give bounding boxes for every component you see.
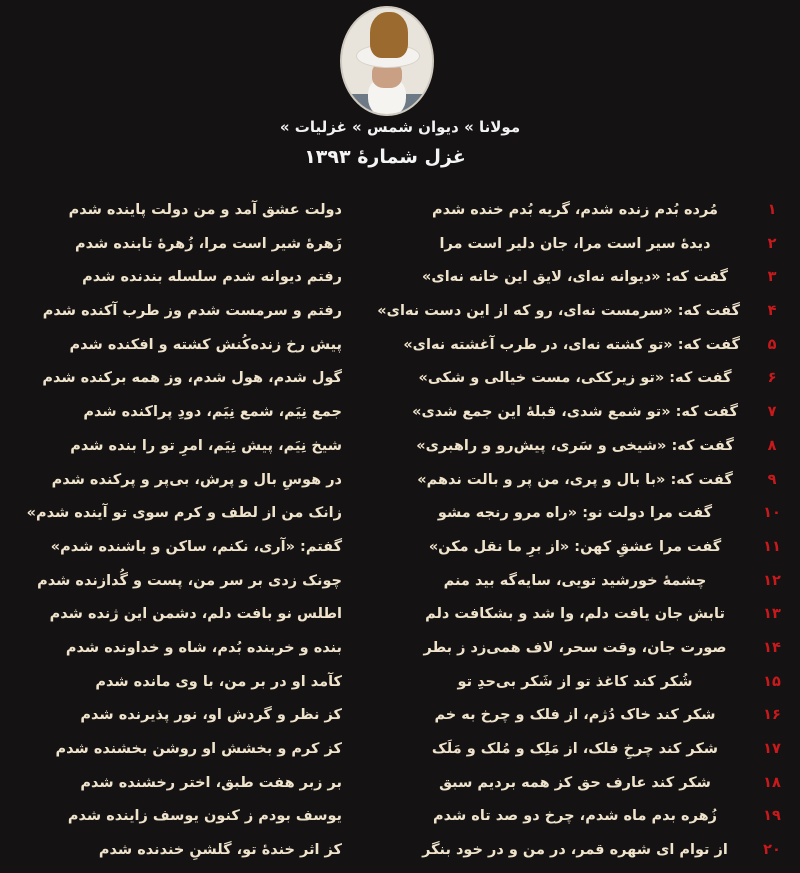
second-hemistich: زَهرهٔ شیر است مرا، زُهرهٔ تابنده شدم	[75, 235, 342, 252]
second-hemistich: اطلس نو بافت دلم، دشمن این ژنده شدم	[49, 606, 342, 623]
verse-row	[0, 533, 800, 567]
verse-row	[0, 802, 800, 836]
second-hemistich: کز اثر خندهٔ تو، گلشنِ خندنده شدم	[98, 842, 342, 859]
verse-number: ۱۹	[763, 808, 781, 825]
first-hemistich: گفت مرا عشقِ کهن: «از برِ ما نقل مکن»	[428, 538, 722, 555]
verse-row	[0, 432, 800, 466]
first-hemistich: صورت جان، وقت سحر، لاف همی‌زد ز بطر	[423, 639, 727, 656]
second-hemistich: زانک من از لطف و کرم سوی تو آینده شدم»	[26, 505, 342, 522]
portrait-hat	[370, 12, 408, 58]
first-hemistich: گفت که: «با بال و پری، من پر و بالت ندهم»	[417, 471, 733, 488]
first-hemistich: از توام ای شهره قمر، در من و در خود بنگر	[422, 842, 728, 859]
verse-row	[0, 701, 800, 735]
second-hemistich: یوسف بودم ز کنون یوسف زاینده شدم	[67, 808, 342, 825]
verse-number: ۲	[767, 235, 777, 252]
first-hemistich: گفت مرا دولت نو: «راه مرو رنجه مشو	[437, 505, 713, 522]
second-hemistich: کز نظر و گردش او، نور پذیرنده شدم	[80, 707, 342, 724]
verse-row	[0, 331, 800, 365]
verse-row	[0, 466, 800, 500]
verse-number: ۱۰	[763, 505, 781, 522]
verse-number: ۷	[767, 404, 777, 421]
verse-number: ۱۲	[763, 572, 781, 589]
verse-row	[0, 297, 800, 331]
verse-row	[0, 634, 800, 668]
first-hemistich: گفت که: «تو کشته نه‌ای، در طرب آغشته نه‌ای»	[403, 336, 740, 353]
second-hemistich: گول شدم، هول شدم، وز همه برکنده شدم	[42, 370, 342, 387]
verse-number: ۴	[767, 303, 777, 320]
first-hemistich: چشمهٔ خورشید تویی، سایه‌گه بید منم	[443, 572, 707, 589]
verse-number: ۸	[767, 437, 777, 454]
second-hemistich: کز کرم و بخشش او روشن بخشنده شدم	[55, 741, 342, 757]
second-hemistich: کآمد او در بر من، با وی مانده شدم	[95, 673, 342, 690]
verse-number: ۲۰	[763, 842, 781, 859]
second-hemistich: در هوسِ بال و پرش، بی‌پر و پرکنده شدم	[51, 471, 342, 488]
verse-row	[0, 499, 800, 533]
first-hemistich: مُرده بُدم زنده شدم، گریه بُدم خنده شدم	[432, 202, 718, 218]
verse-number: ۱۱	[763, 538, 781, 555]
first-hemistich: شکر کند خاک دُژم، از فلک و چرخ به خم	[434, 707, 716, 724]
first-hemistich: گفت که: «تو شمع شدی، قبلهٔ این جمع شدی»	[412, 404, 738, 421]
first-hemistich: زُهره بدم ماه شدم، چرخ دو صد تاه شدم	[432, 808, 718, 825]
verse-list	[0, 196, 800, 870]
first-hemistich: تابش جان یافت دلم، وا شد و بشکافت دلم	[425, 606, 725, 623]
verse-number: ۵	[767, 336, 777, 353]
verse-number: ۱۸	[763, 774, 781, 791]
breadcrumb[interactable]: مولانا » دیوان شمس » غزلیات »	[279, 118, 521, 136]
second-hemistich: بر زبر هفت طبق، اختر رخشنده شدم	[80, 774, 342, 791]
verse-row	[0, 196, 800, 230]
second-hemistich: رفتم دیوانه شدم سلسله بندنده شدم	[82, 269, 342, 286]
first-hemistich: گفت که: «تو زیرککی، مست خیالی و شکی»	[418, 370, 732, 387]
verse-row	[0, 230, 800, 264]
second-hemistich: چونک زدی بر سر من، پست و گُدازنده شدم	[37, 572, 342, 589]
verse-number: ۳	[767, 269, 777, 286]
verse-row	[0, 836, 800, 870]
verse-number: ۱۴	[763, 639, 781, 656]
first-hemistich: شُکر کند کاغذ تو از شَکر بی‌حدِ تو	[457, 673, 693, 690]
verse-number: ۶	[767, 370, 777, 387]
second-hemistich: پیش رخ زنده‌کُنش کشته و افکنده شدم	[69, 336, 342, 353]
verse-row	[0, 398, 800, 432]
second-hemistich: دولت عشق آمد و من دولت پاینده شدم	[68, 202, 342, 218]
verse-number: ۱۷	[763, 741, 781, 757]
verse-row	[0, 668, 800, 702]
verse-number: ۱	[767, 202, 777, 218]
poet-portrait	[340, 6, 434, 116]
second-hemistich: شیخ نِیَم، پیش نِیَم، امرِ تو را بنده شدم	[70, 437, 342, 454]
verse-number: ۱۵	[763, 673, 781, 690]
second-hemistich: گفتم: «آری، نکنم، ساکن و باشنده شدم»	[50, 538, 342, 555]
second-hemistich: بنده و خربنده بُدم، شاه و خداونده شدم	[65, 639, 342, 656]
verse-number: ۱۳	[763, 606, 781, 623]
verse-row	[0, 735, 800, 769]
verse-row	[0, 364, 800, 398]
second-hemistich: رفتم و سرمست شدم وز طرب آکنده شدم	[42, 303, 342, 320]
first-hemistich: گفت که: «دیوانه نه‌ای، لایق این خانه نه‌ای»	[422, 269, 728, 286]
verse-row	[0, 600, 800, 634]
first-hemistich: شکر کند چرخِ فلک، از مَلِک و مُلک و مَلَک	[431, 741, 719, 757]
first-hemistich: گفت که: «سرمست نه‌ای، رو که از این دست نه‌ای»	[377, 303, 740, 320]
first-hemistich: دیدهٔ سیر است مرا، جان دلیر است مرا	[439, 235, 711, 252]
page-title: غزل شمارهٔ ۱۳۹۳	[304, 146, 466, 168]
first-hemistich: گفت که: «شیخی و سَری، پیش‌رو و راهبری»	[416, 437, 734, 454]
verse-row	[0, 567, 800, 601]
verse-row	[0, 769, 800, 803]
verse-number: ۱۶	[763, 707, 781, 724]
verse-number: ۹	[767, 471, 777, 488]
verse-row	[0, 263, 800, 297]
second-hemistich: جمع نِیَم، شمع نِیَم، دودِ پراکنده شدم	[83, 404, 342, 421]
first-hemistich: شکر کند عارف حق کز همه بردیم سبق	[439, 774, 711, 791]
